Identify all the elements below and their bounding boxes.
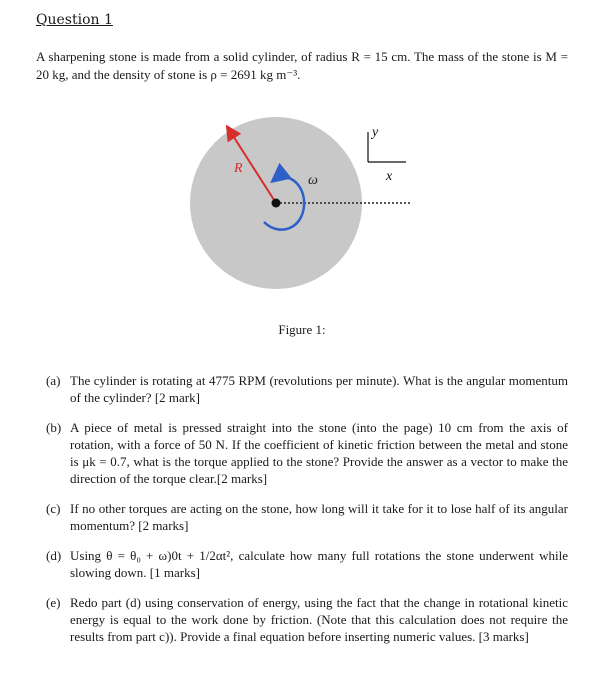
figure-diagram xyxy=(180,110,440,300)
question-title: Question 1 xyxy=(36,12,113,28)
radius-label: R xyxy=(234,161,243,176)
intro-paragraph: A sharpening stone is made from a solid cylinder, of radius R = 15 cm. The mass of the stone is M = 20 kg, and the density of stone is ρ = 2691 kg m⁻³. xyxy=(36,49,568,82)
x-axis-label: x xyxy=(386,169,393,184)
figure-1 xyxy=(180,110,440,300)
part-b xyxy=(46,419,568,487)
part-text: Using θ = θ₀ + ω)0t + 1/2αt², calculate how many full rotations the stone underwent while slowing down. [1 marks] xyxy=(70,548,568,580)
omega-label: ω xyxy=(308,173,318,188)
y-axis-label: y xyxy=(372,125,379,140)
part-text: The cylinder is rotating at 4775 RPM (revolutions per minute). What is the angular momentum of the cylinder? [2 mark] xyxy=(70,373,568,405)
part-label: (e) xyxy=(46,595,61,610)
part-text: If no other torques are acting on the stone, how long will it take for it to lose half of its angular momentum? [2 marks] xyxy=(70,501,568,533)
part-a xyxy=(46,372,568,406)
figure-caption: Figure 1: xyxy=(278,322,326,337)
part-label: (d) xyxy=(46,548,62,563)
part-label: (a) xyxy=(46,373,61,388)
part-text: Redo part (d) using conservation of energy, using the fact that the change in rotational kinetic energy is equal to the work done by friction. (Note that this calculation does not require the results from part c)). Provide a final equation before inserting numeric values. [3 marks] xyxy=(70,595,568,644)
part-text: A piece of metal is pressed straight into the stone (into the page) 10 cm from the axis of rotation, with a force of 50 N. If the coefficient of kinetic friction between the metal and stone is μk = 0.7, what is the torque applied to the stone? Provide the answer as a vector to make the direction of the torque clear.[2 marks] xyxy=(70,420,568,486)
part-label: (c) xyxy=(46,501,61,516)
part-e xyxy=(46,594,568,645)
part-d xyxy=(46,547,568,581)
part-c xyxy=(46,500,568,534)
axis-point xyxy=(272,199,281,208)
question-parts xyxy=(46,372,568,658)
part-label: (b) xyxy=(46,420,62,435)
